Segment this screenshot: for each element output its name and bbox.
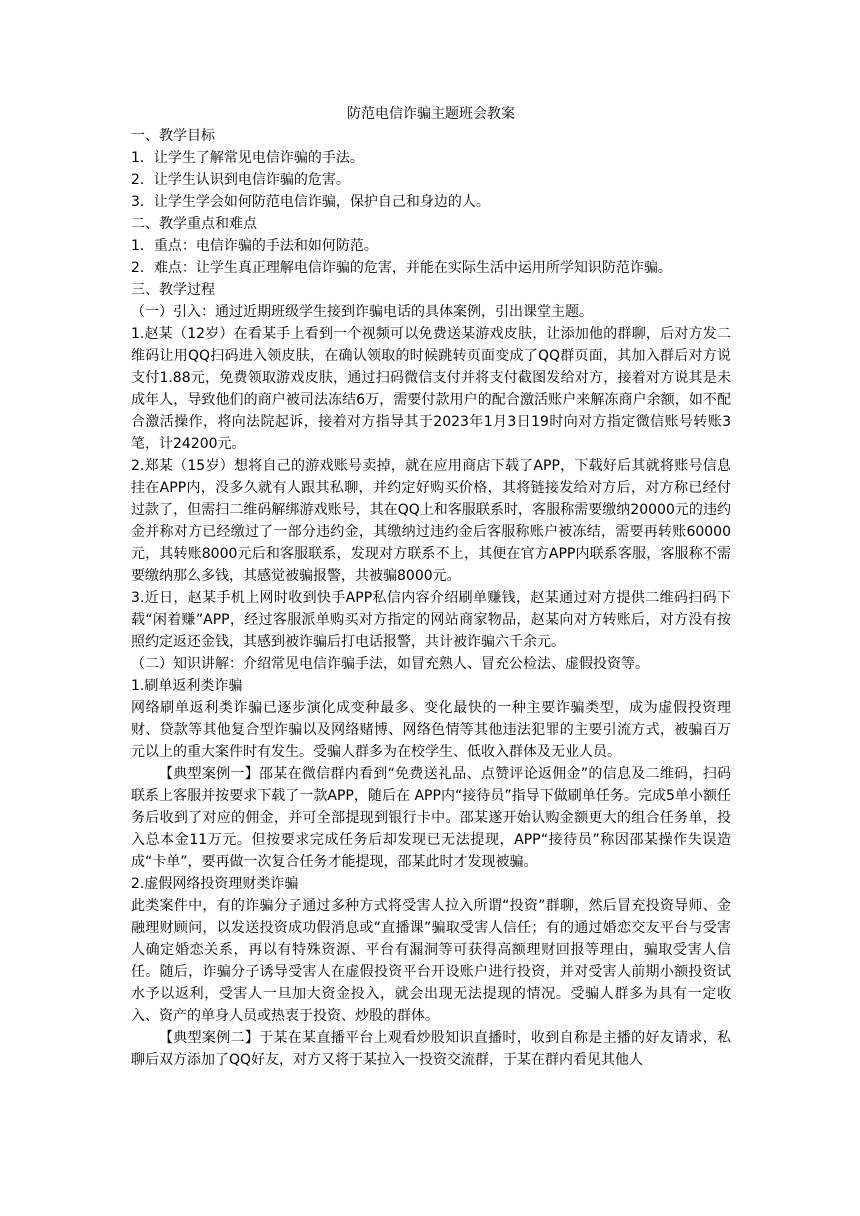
document-page — [131, 103, 731, 1071]
paragraph: 3.近日，赵某手机上网时收到快手APP私信内容介绍刷单赚钱，赵某通过对方提供二维码扫码下载“闲着赚”APP，经过客服派单购买对方指定的网站商家物品，赵某向对方转账后，对方没有按照约定返还金钱，其感到被诈骗后打电话报警，共计被诈骗六千余元。 — [131, 590, 731, 650]
paragraph: 2．难点：让学生真正理解电信诈骗的危害，并能在实际生活中运用所学知识防范诈骗。 — [131, 260, 672, 276]
document-body — [131, 125, 731, 1071]
paragraph: 1．让学生了解常见电信诈骗的手法。 — [131, 150, 364, 166]
paragraph: （一）引入：通过近期班级学生接到诈骗电话的具体案例，引出课堂主题。 — [131, 304, 593, 320]
paragraph: （二）知识讲解：介绍常见电信诈骗手法，如冒充熟人、冒充公检法、虚假投资等。 — [131, 656, 649, 672]
paragraph: 1.刷单返利类诈骗 — [131, 678, 243, 694]
paragraph: 2.郑某（15岁）想将自己的游戏账号卖掉，就在应用商店下载了APP，下载好后其就将账号信息挂在APP内，没多久就有人跟其私聊，并约定好购买价格，其将链接发给对方后，对方称已经付过款了，但需扫二维码解绑游戏账号，其在QQ上和客服联系时，客服称需要缴纳20000元的违约金并称对方已经缴过了一部分违约金，其缴纳过违约金后客服称账户被冻结，需要再转账60000元，其转账8000元后和客服联系，发现对方联系不上，其便在官方APP内联系客服，客服称不需要缴纳那么多钱，其感觉被骗报警，共被骗8000元。 — [131, 458, 731, 584]
paragraph: 一、教学目标 — [131, 128, 215, 144]
paragraph: 2．让学生认识到电信诈骗的危害。 — [131, 172, 350, 188]
paragraph: 1.赵某（12岁）在看某手上看到一个视频可以免费送某游戏皮肤，让添加他的群聊，后对方发二维码让用QQ扫码进入领皮肤，在确认领取的时候跳转页面变成了QQ群页面，其加入群后对方说支付1.88元，免费领取游戏皮肤，通过扫码微信支付并将支付截图发给对方，接着对方说其是未成年人，导致他们的商户被司法冻结6万，需要付款用户的配合激活账户来解冻商户余额，如不配合激活操作，将向法院起诉，接着对方指导其于2023年1月3日19时向对方指定微信账号转账3笔，计24200元。 — [131, 326, 731, 452]
paragraph: 【典型案例二】于某在某直播平台上观看炒股知识直播时，收到自称是主播的好友请求，私聊后双方添加了QQ好友，对方又将于某拉入一投资交流群，于某在群内看见其他人 — [131, 1030, 731, 1068]
paragraph: 1．重点：电信诈骗的手法和如何防范。 — [131, 238, 378, 254]
paragraph: 二、教学重点和难点 — [131, 216, 257, 232]
paragraph: 网络刷单返利类诈骗已逐步演化成变种最多、变化最快的一种主要诈骗类型，成为虚假投资理财、贷款等其他复合型诈骗以及网络赌博、网络色情等其他违法犯罪的主要引流方式，被骗百万元以上的重大案件时有发生。受骗人群多为在校学生、低收入群体及无业人员。 — [131, 700, 731, 760]
paragraph: 此类案件中，有的诈骗分子通过多种方式将受害人拉入所谓“投资”群聊，然后冒充投资导师、金融理财顾问，以发送投资成功假消息或“直播课”骗取受害人信任；有的通过婚恋交友平台与受害人确定婚恋关系，再以有特殊资源、平台有漏洞等可获得高额理财回报等理由，骗取受害人信任。随后，诈骗分子诱导受害人在虚假投资平台开设账户进行投资，并对受害人前期小额投资试水予以返利，受害人一旦加大资金投入，就会出现无法提现的情况。受骗人群多为具有一定收入、资产的单身人员或热衷于投资、炒股的群体。 — [131, 898, 731, 1024]
paragraph: 【典型案例一】邵某在微信群内看到“免费送礼品、点赞评论返佣金”的信息及二维码，扫码联系上客服并按要求下载了一款APP，随后在 APP内“接待员”指导下做刷单任务。完成5单小额任务后收到了对应的佣金，并可全部提现到银行卡中。邵某遂开始认购金额更大的组合任务单，投入总本金11万元。但按要求完成任务后却发现已无法提现，APP“接待员”称因邵某操作失误造成“卡单”，要再做一次复合任务才能提现，邵某此时才发现被骗。 — [131, 766, 731, 870]
document-title: 防范电信诈骗主题班会教案 — [347, 106, 515, 122]
paragraph: 3．让学生学会如何防范电信诈骗，保护自己和身边的人。 — [131, 194, 490, 210]
paragraph: 2.虚假网络投资理财类诈骗 — [131, 876, 299, 892]
paragraph: 三、教学过程 — [131, 282, 215, 298]
